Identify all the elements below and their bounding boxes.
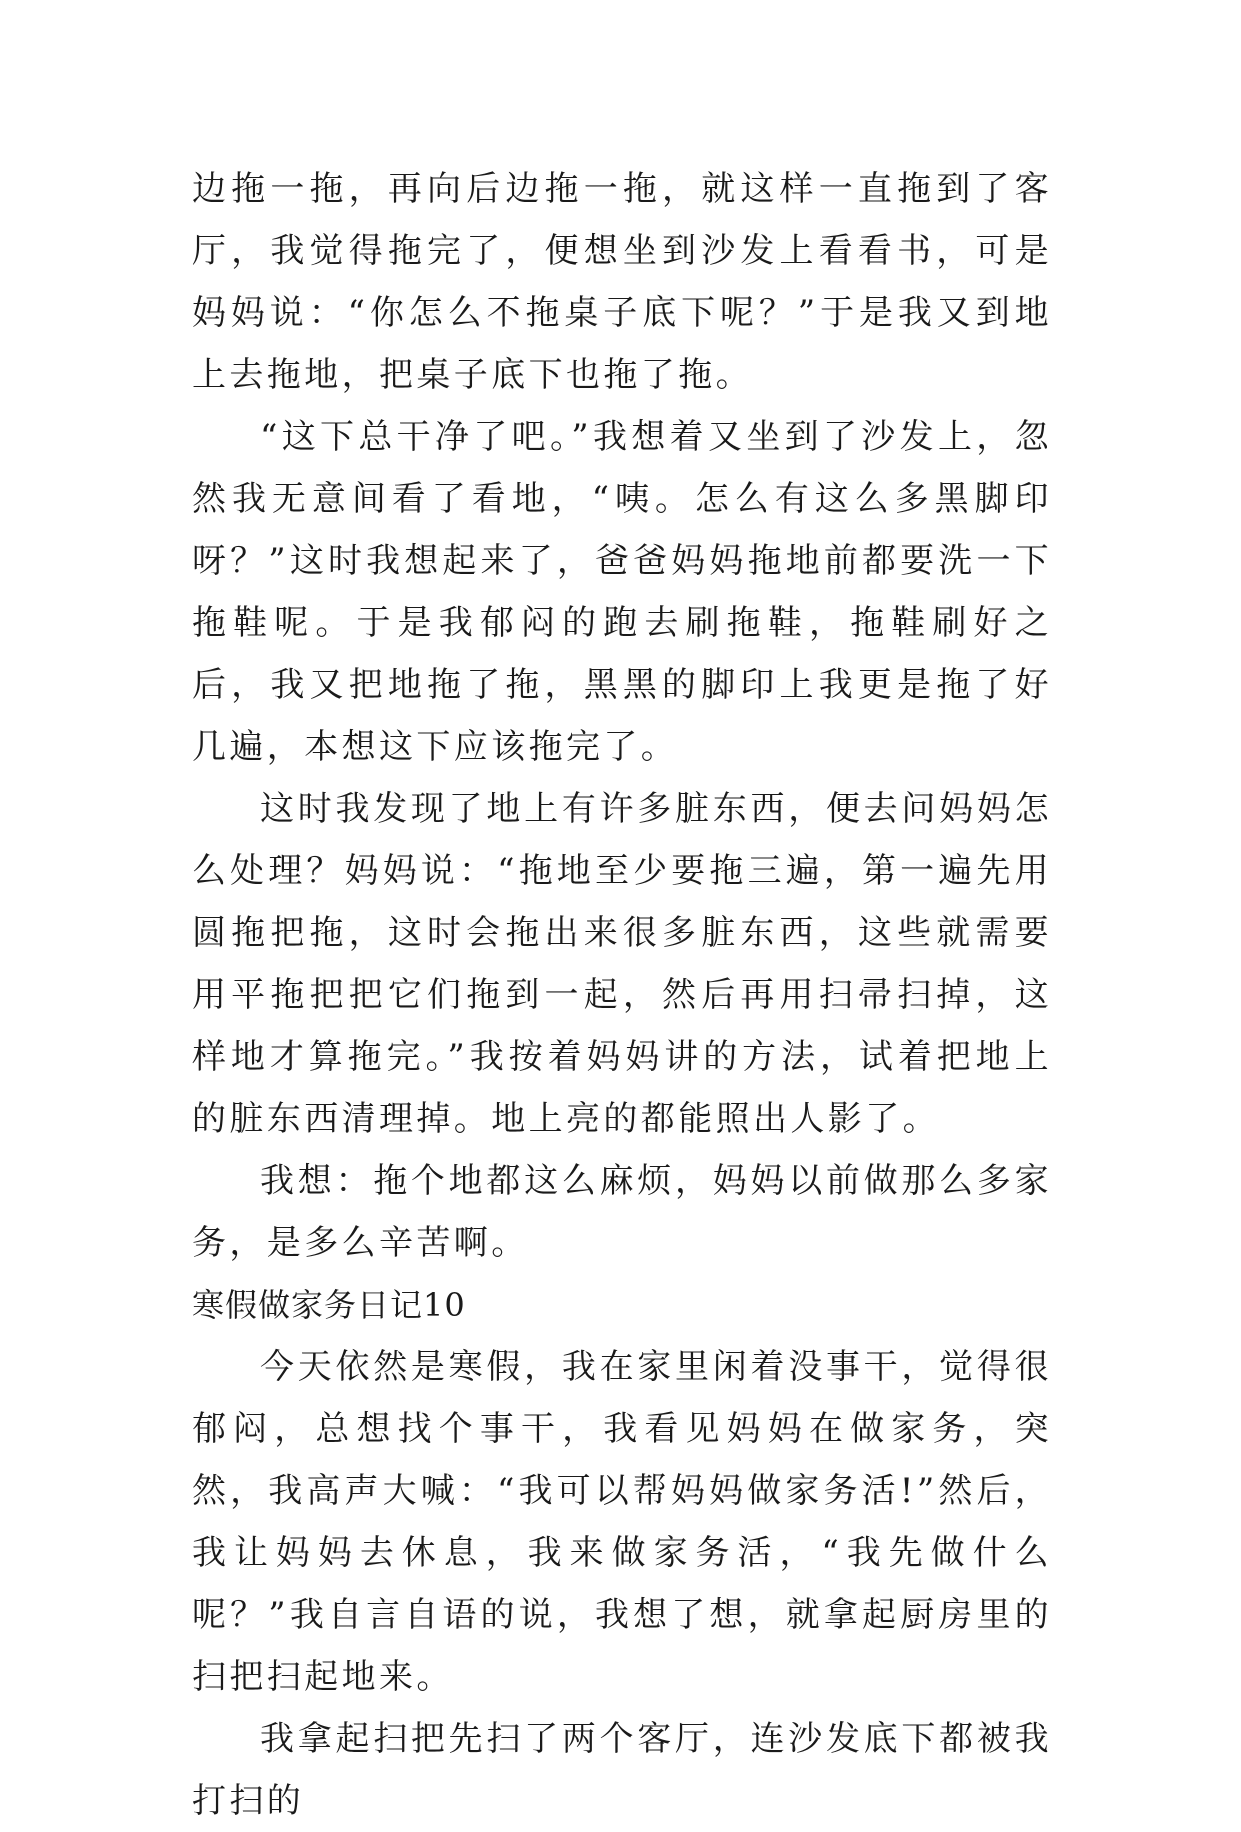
document-body (192, 158, 1052, 1832)
paragraph-sweeping: 我拿起扫把先扫了两个客厅，连沙发底下都被我打扫的 (192, 1719, 1052, 1821)
paragraph-footprints: “这下总干净了吧。”我想着又坐到了沙发上，忽然我无意间看了看地，“咦。怎么有这么多黑脚印呀？”这时我想起来了，爸爸妈妈拖地前都要洗一下拖鞋呢。于是我郁闷的跑去刷拖鞋，拖鞋刷好之后，我又把地拖了拖，黑黑的脚印上我更是拖了好几遍，本想这下应该拖完了。 (192, 417, 1052, 767)
paragraph-mother-advice: 这时我发现了地上有许多脏东西，便去问妈妈怎么处理？妈妈说：“拖地至少要拖三遍，第一遍先用圆拖把拖，这时会拖出来很多脏东西，这些就需要用平拖把把它们拖到一起，然后再用扫帚扫掉，这样地才算拖完。”我按着妈妈讲的方法，试着把地上的脏东西清理掉。地上亮的都能照出人影了。 (192, 789, 1052, 1139)
paragraph-winter-break: 今天依然是寒假，我在家里闲着没事干，觉得很郁闷，总想找个事干，我看见妈妈在做家务，突然，我高声大喊：“我可以帮妈妈做家务活!”然后，我让妈妈去休息，我来做家务活，“我先做什么呢？”我自言自语的说，我想了想，就拿起厨房里的扫把扫起地来。 (192, 1347, 1052, 1697)
paragraph-reflection: 我想：拖个地都这么麻烦，妈妈以前做那么多家务，是多么辛苦啊。 (192, 1161, 1052, 1263)
section-title: 寒假做家务日记10 (192, 1286, 466, 1324)
paragraph-mopping-continued: 边拖一拖，再向后边拖一拖，就这样一直拖到了客厅，我觉得拖完了，便想坐到沙发上看看书，可是妈妈说：“你怎么不拖桌子底下呢？”于是我又到地上去拖地，把桌子底下也拖了拖。 (192, 169, 1052, 395)
